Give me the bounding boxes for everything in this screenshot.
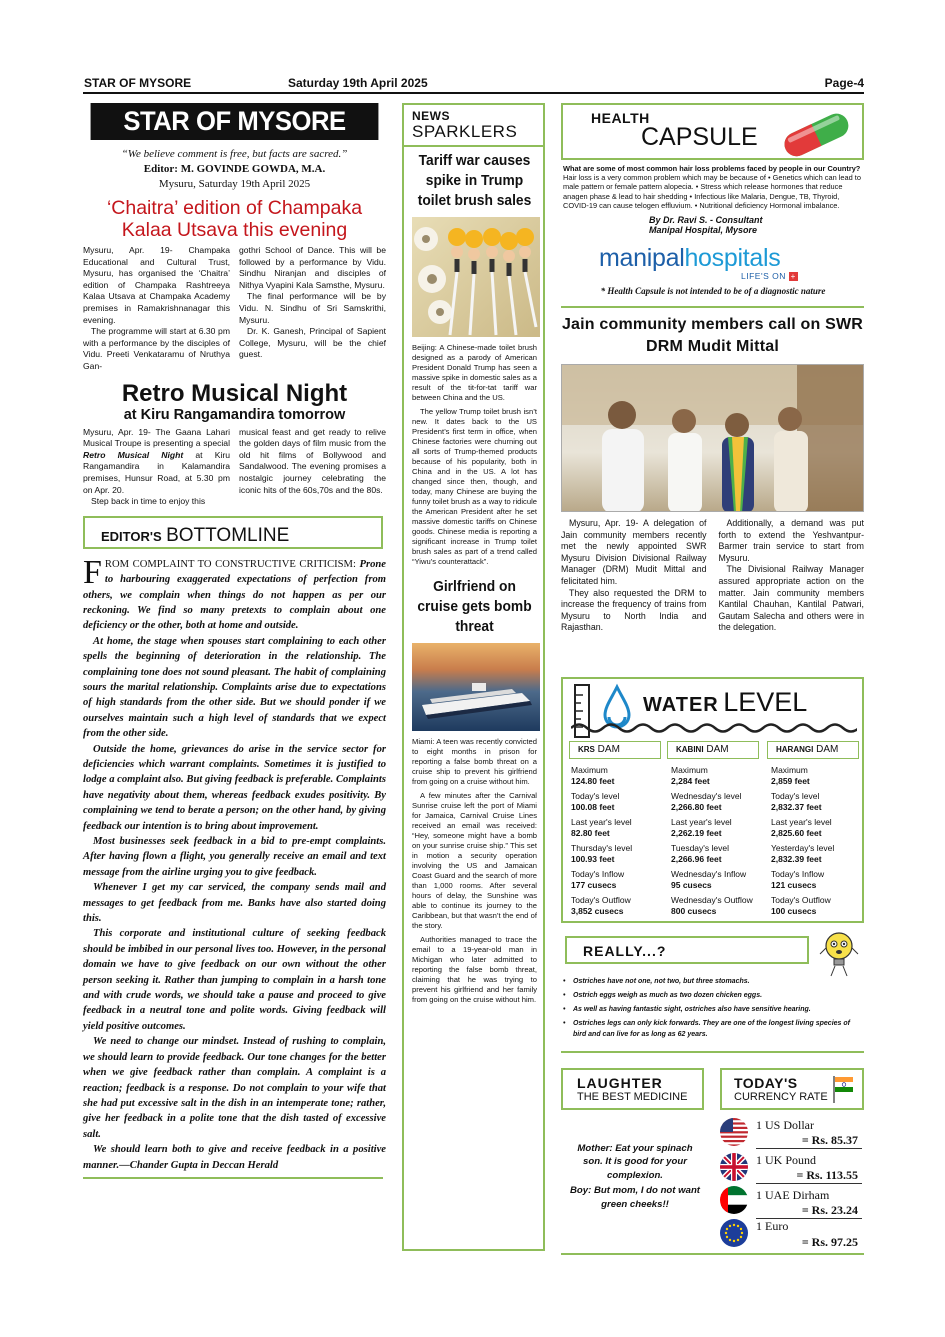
toilet-brush-photo (412, 217, 540, 337)
retro-subhead: at Kiru Rangamandira tomorrow (123, 406, 346, 423)
sparklers-divider (404, 145, 543, 147)
laughter-joke (568, 1142, 702, 1211)
jain-photo (561, 364, 864, 512)
jain-para: They also requested the DRM to increase the frequency of trains from Mysuru to North India and Rajasthan. (561, 587, 707, 633)
chaitra-para: The programme will start at 6.30 pm with a performance by the disciples of Vidu. Preeti Venkataramu of Nruthya Gan- (83, 326, 230, 371)
health-hospital: Manipal Hospital, Mysore (649, 224, 758, 235)
editorial-para: We should learn both to give and receive feedback in a positive manner.—Chander Gupta in Deccan Herald (83, 1144, 386, 1171)
really-item: • Ostrich eggs weigh as much as two dozen chicken eggs. (563, 992, 763, 999)
laughter-label-box (561, 1068, 704, 1110)
tariff-headline: Tariff war causes spike in Trump toilet brush sales (417, 152, 532, 209)
header-date: Saturday 19th April 2025 (288, 76, 428, 90)
editorial-bottom-rule (83, 1177, 383, 1179)
masthead-dateline: Mysuru, Saturday 19th April 2025 (158, 178, 311, 190)
cruise-para: Authorities managed to trace the email to a 19-year-old man in Michigan who later admitted to reporting the false bomb threat, claiming that he was trying to prevent his girlfriend and her family from going on the cruise without him. (412, 935, 537, 1004)
chaitra-para: gothri School of Dance. This will be followed by a performance by Vidu. Sindhu Niranjan and disciples of Nithya Vyapini Kala Samsthe, Mysuru. (239, 245, 386, 290)
krs-dam-header: KRS DAM (569, 741, 661, 759)
retro-para: musical feast and get ready to relive the golden days of film music from the old hit films of Bollywood and Sandalwood. The evening promises a nostalgic journey celebrating the iconic hits of the 60s,70s and the 80s. (239, 426, 386, 495)
india-flag-icon (832, 1075, 854, 1103)
sparklers-label-bold: NEWS (412, 109, 450, 123)
retro-para: Step back in time to enjoy this (91, 496, 206, 507)
currency-unit: 1 UK Pound (756, 1153, 817, 1167)
header-rule (83, 92, 864, 94)
laughter-label-bold: LAUGHTER (577, 1075, 663, 1091)
chaitra-headline: ‘Chaitra’ edition of Champaka Kalaa Utsava this evening (106, 197, 363, 241)
harangi-dam-header: HARANGI DAM (767, 741, 859, 759)
tariff-para: Beijing: A Chinese-made toilet brush designed as a parody of American President Donald Trump has seen a massive spike in domestic sales as a result of the tit-for-tat tariff war between China and the US. (412, 343, 537, 402)
editorial-lead: ROM COMPLAINT TO CONSTRUCTIVE CRITICISM: (104, 558, 356, 570)
currency-value: = Rs. 97.25 (801, 1235, 858, 1249)
laughter-label-light: THE BEST MEDICINE (577, 1091, 688, 1103)
currency-label-light: CURRENCY RATE (734, 1091, 828, 1103)
left-column (83, 103, 386, 1179)
health-disclaimer: * Health Capsule is not intended to be of a diagnostic nature (600, 285, 826, 296)
uae-flag-icon (720, 1186, 748, 1214)
currency-rates (720, 1118, 864, 1253)
really-box (561, 930, 864, 1053)
health-capsule-box (561, 103, 864, 160)
manipal-tagline: LIFE'S ON (741, 270, 786, 281)
jain-para: Additionally, a demand was put forth to extend the Yeshvantpur-Barmer train service to start from Mysuru. (718, 518, 864, 563)
jain-headline: Jain community members call on SWR DRM Mudit Mittal (561, 316, 864, 355)
masthead-motto: “We believe comment is free, but facts are sacred.” (121, 148, 348, 160)
tariff-para: The yellow Trump toilet brush isn’t new. It dates back to the US President’s first term in office, when Chinese factories were churning out all sorts of Trump-themed products because of his popularity, both in China and in the US. A lot has changed since then, though, and today, many Chinese are buying the funny toilet brush as a way to ridicule the American President after he set massive domestic tariffs on Chinese goods. Chinese media is reporting a significant increase in Trump toilet brush sales as part of a trend called “Yiwu’s counterattack”. (412, 407, 537, 566)
currency-row (720, 1118, 862, 1148)
harangi-dam-data: Maximum 2,859 feet Today's level 2,832.37 feet Last year's level 2,825.60 feet Yesterday's level 2,832.39 feet Today's Inflow 121 cusecs Today's Outflow 100 cusecs (771, 765, 835, 916)
health-byline: By Dr. Ravi S. - Consultant (649, 214, 763, 225)
water-wave-icon (571, 721, 857, 735)
currency-value: = Rs. 113.55 (796, 1168, 858, 1182)
jain-para: Mysuru, Apr. 19- A delegation of Jain community members recently met the newly appointed SWR Mysuru Division Divisional Railway Manager (DRM) Mudit Mittal and felicitated him. (561, 518, 707, 586)
uk-flag-icon (720, 1153, 748, 1181)
laughter-line: Boy: But mom, I do not want green cheeks!! (569, 1185, 701, 1210)
masthead-editor: Editor: M. GOVINDE GOWDA, M.A. (143, 163, 326, 175)
currency-value: = Rs. 23.24 (801, 1203, 858, 1217)
water-label-light: LEVEL (723, 687, 808, 717)
cruise-para: A few minutes after the Carnival Sunrise cruise left the port of Miami for Jamaica, Carnival Cruise Lines received an email was received: “Hey, someone might have a bomb on your sunrise cruise ship.” This set in motion a security operation involving the US and Jamaican Coast Guard and the search of more than 1,000 rooms. After several hours of delay, the Sunshine was able to continue its journey to the Caribbean, but that wasn’t the end of the story. (412, 791, 537, 930)
editorial-label-box (83, 516, 383, 549)
currency-unit: 1 US Dollar (756, 1118, 814, 1132)
health-capsule-content (563, 164, 863, 296)
editorial-para: Prone to harbouring exaggerated expectations of perfection from others, we complain when things do not happen as per our reckoning. We find so many pretexts to complain about one deficiency or the other, both at home and outside. (83, 558, 386, 632)
editorial-para: We need to change our mindset. Instead of rushing to complain, we should learn to provide feedback. Our tone changes for the better when we give feedback rather than complain. A complaint is a reaction; feedback is a response. Do not complain to your wife that she had put excessive salt in the dish in an intemperate tone; rather, give her feedback in a polite tone that the dish tasted of excessive salt. (83, 1036, 386, 1140)
laughter-line: Mother: Eat your spinach son. It is good for your complexion. (577, 1143, 693, 1181)
header-page-number: Page-4 (824, 76, 864, 90)
manipal-plus-icon: + (790, 271, 796, 281)
currency-row (720, 1153, 862, 1183)
currency-unit: 1 UAE Dirham (756, 1188, 830, 1202)
health-answer: Hair loss is a very common problem which may be because of • Genetics which can lead to male pattern or female pattern alopecia. • Stress which release hormones that reduce anagen phase & lead to hair shedding • Infectious like Malaria, Dengue, TB, Thyroid, COVID-19 can cause telogen effluvium. • Nutritional deficiency Hormonal imbalance. (563, 173, 861, 211)
really-item: • Ostriches legs can only kick forwards. They are one of the longest living species of bird and can live for as long as 62 years. (563, 1020, 850, 1038)
editorial-para: At home, the stage when spouses start complaining to each other spells the beginning of deterioration in the relationship. The complaining tone does not sound pleasant. The habit of complaining sours the marital relationship. Complaints arise due to expectations of high standards from the other side. But we should ponder if we ourselves maintain such a high level of standards that we expect from the other side. (83, 635, 386, 740)
sparklers-label-light: SPARKLERS (412, 122, 518, 141)
news-sparklers-box (402, 103, 545, 1251)
chaitra-para: The final performance will be by Vidu. N. Sindhu of Sri Samskrithi, Mysuru. (239, 291, 386, 325)
really-label: REALLY...? (583, 943, 667, 959)
editorial-para: Outside the home, grievances do arise in the service sector for deficiencies which warrant complaints. Sometimes it is justified to lodge a complaint also. But giving feedback is preferable. Complaints have negativity about them, whereas feedback exudes positivity. By complaining we tend to berate a person; on the other hand, by giving feedback our intention is to bring about improvement. (83, 743, 386, 832)
chaitra-para: Mysuru, Apr. 19- Champaka Educational and Cultural Trust, Mysuru, has organised the ‘Chaitra’ edition of Champaka Rashtreeya Kalaa Utsava at Champaka Academy premises in Ramakrishnanagar this evening. (83, 245, 230, 325)
currency-label-bold: TODAY'S (734, 1075, 798, 1091)
jain-para: The Divisional Railway Manager assured appropriate action on the matter. Jain community members Kantilal Chauhan, Kantilal Patwari, Gautam Salecha and others were in the delegation. (718, 564, 864, 633)
currency-label-box (720, 1068, 864, 1110)
cruise-para: Miami: A teen was recently convicted to eight months in prison for reporting a false bomb threat on a cruise ship to prevent his girlfriend from going on a cruise without him. (412, 737, 537, 786)
currency-row (720, 1219, 862, 1249)
header-paper-name: STAR OF MYSORE (84, 76, 192, 90)
cruise-ship-photo (412, 643, 540, 731)
pill-icon (776, 107, 856, 161)
us-flag-icon (720, 1118, 748, 1146)
jain-article (561, 314, 864, 634)
health-label-bold: HEALTH (591, 110, 650, 126)
kabini-dam-data: Maximum 2,284 feet Wednesday's level 2,266.80 feet Last year's level 2,262.19 feet Tuesday's level 2,266.96 feet Wednesday's Inflow 95 cusecs Wednesday's Outflow 800 cusecs (671, 765, 753, 916)
water-label-bold: WATER (643, 694, 719, 716)
masthead-logo: STAR OF MYSORE (91, 103, 379, 140)
manipal-logo-b: hospitals (684, 243, 781, 272)
retro-para: Mysuru, Apr. 19- The Gaana Lahari Musical Troupe is presenting a special Retro Musical Night at Kiru Rangamandira in Kalamandira premises, Hunsur Road, at 5.30 pm on Apr. 20. (83, 426, 230, 495)
bottom-rule (561, 1253, 864, 1255)
health-question: What are some of most common hair loss problems faced by people in our Country? (563, 164, 861, 173)
water-level-box (561, 677, 864, 923)
really-item: • As well as having fantastic sight, ostriches also have sensitive hearing. (563, 1006, 811, 1013)
editorial-label-light: BOTTOMLINE (166, 524, 290, 546)
currency-value: = Rs. 85.37 (801, 1133, 858, 1147)
editorial-label-bold: EDITOR'S (101, 528, 162, 544)
editorial-body (83, 553, 386, 1173)
editorial-para: This corporate and institutional culture of seeking feedback should be imbibed in our personal lives too. However, in the personal domain we have to give feedback on our own without the other person seeking it. Rather than jumping to complain in a harsh tone and with crude words, we should take a pause and proceed to give feedback in a neutral tone and polite words. Giving feedback will yield positive outcomes. (83, 928, 386, 1032)
retro-headline: Retro Musical Night (121, 379, 348, 407)
editorial-dropcap: F (83, 553, 102, 591)
really-item: • Ostriches have not one, not two, but three stomachs. (563, 978, 750, 985)
manipal-logo-a: manipal (599, 243, 685, 272)
currency-row (720, 1186, 862, 1216)
bulb-character-icon (819, 930, 859, 978)
really-label-box (565, 936, 809, 964)
cruise-headline: Girlfriend on cruise gets bomb threat (417, 578, 532, 635)
chaitra-para: Dr. K. Ganesh, Principal of Sapient College, Mysuru, will be the chief guest. (239, 326, 386, 360)
manipal-logo (599, 245, 863, 271)
editorial-para: Whenever I get my car serviced, the company sends mail and messages to get feedback from me. Banks have also started doing this. (83, 882, 386, 925)
eu-flag-icon (720, 1219, 748, 1247)
krs-dam-data: Maximum 124.80 feet Today's level 100.08 feet Last year's level 82.80 feet Thursday's level 100.93 feet Today's Inflow 177 cusecs Today's Outflow 3,852 cusecs (571, 765, 633, 916)
currency-unit: 1 Euro (756, 1219, 789, 1233)
health-bottom-rule (561, 306, 864, 308)
editorial-para: Most businesses seek feedback in a bid to pre-empt complaints. After having flown a flight, you generally receive an email and text message from the airline urging you to give feedback. (83, 836, 386, 878)
health-label-light: CAPSULE (641, 123, 758, 151)
kabini-dam-header: KABINI DAM (667, 741, 759, 759)
